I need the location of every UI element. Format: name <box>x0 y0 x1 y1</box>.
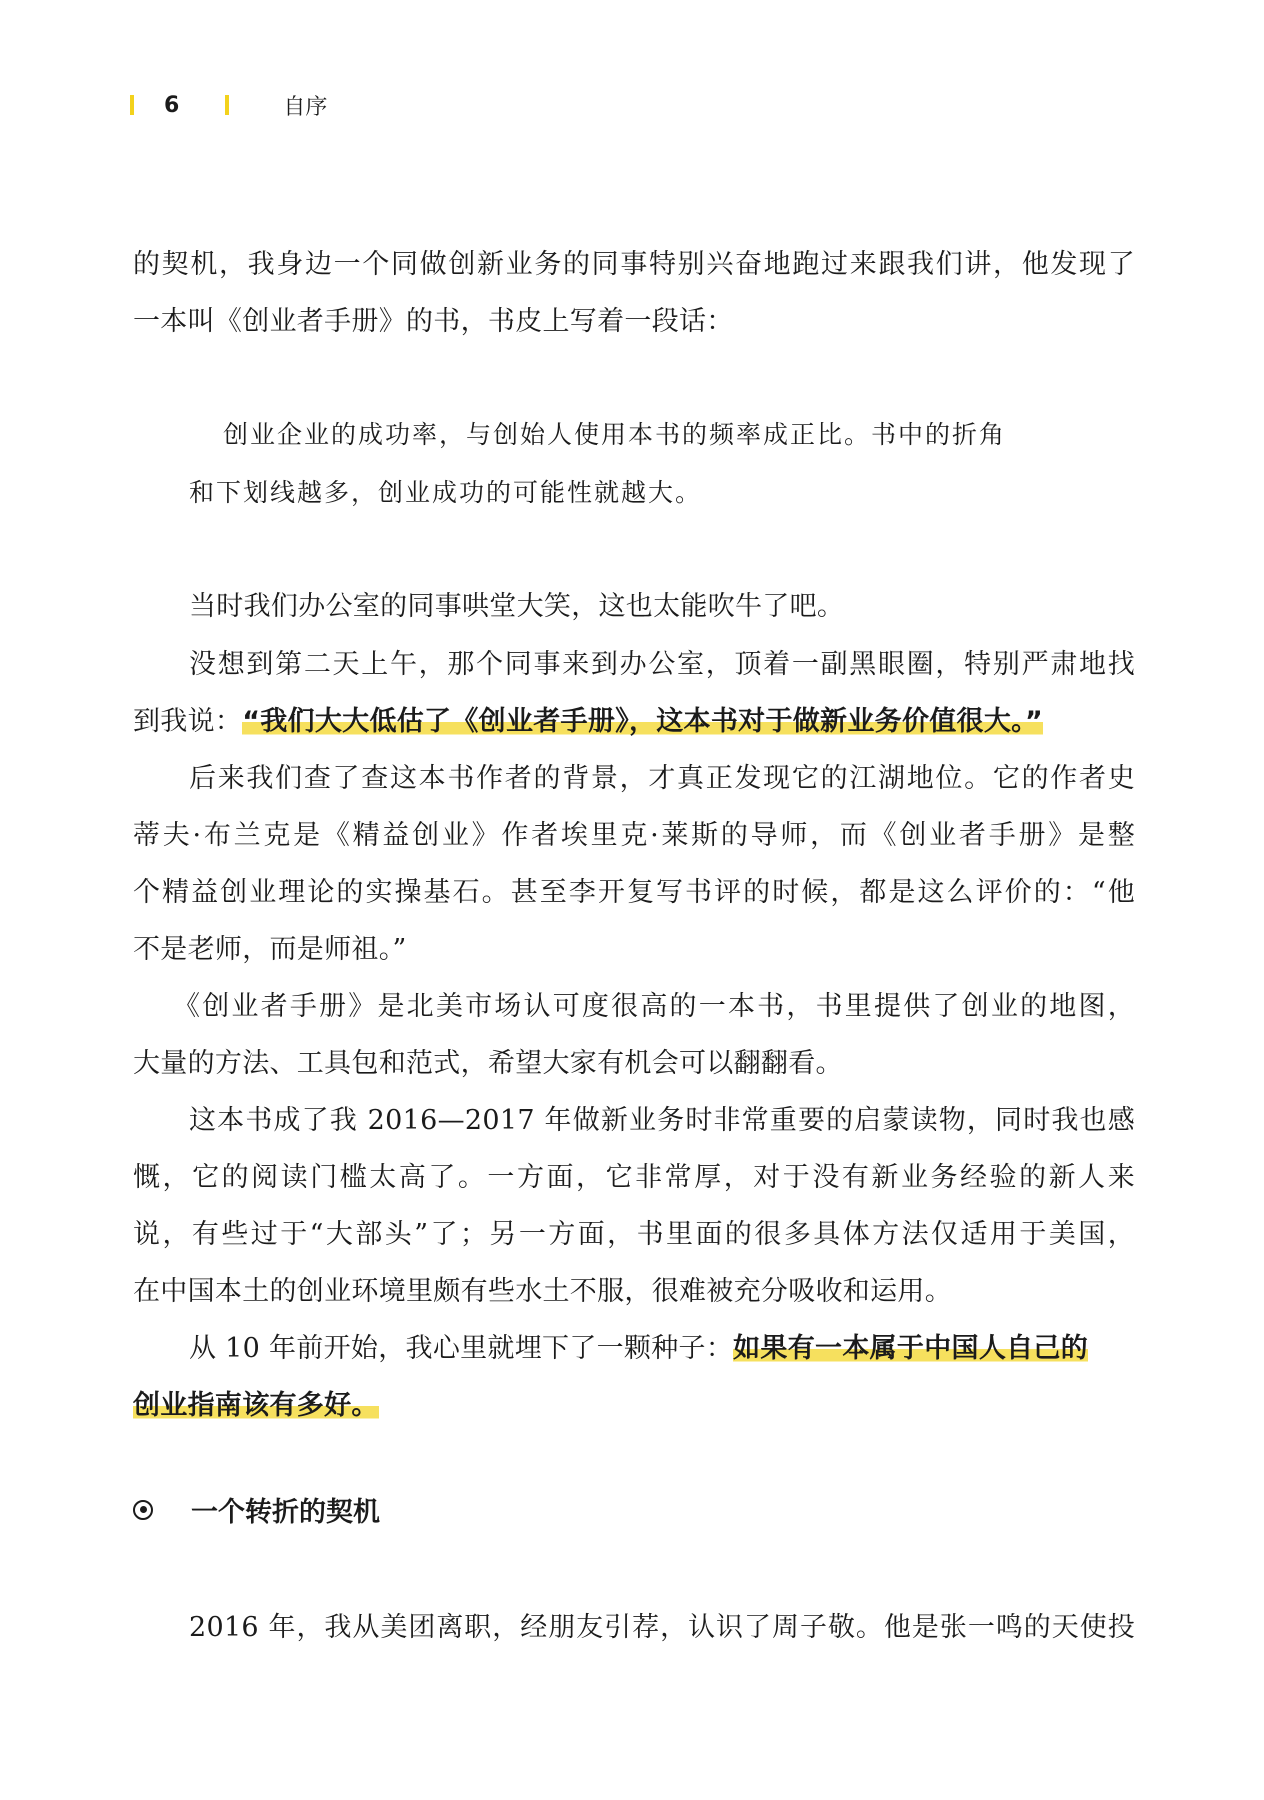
paragraph-line <box>133 702 1043 742</box>
highlighted-text: 创业指南该有多好。 <box>133 1390 379 1421</box>
paragraph-line: 的契机，我身边一个同做创新业务的同事特别兴奋地跑过来跟我们讲，他发现了 <box>133 249 1135 280</box>
section-title: 一个转折的契机 <box>191 1497 380 1528</box>
paragraph-line: 在中国本土的创业环境里颇有些水土不服，很难被充分吸收和运用。 <box>133 1276 952 1307</box>
paragraph-line: 个精益创业理论的实操基石。甚至李开复写书评的时候，都是这么评价的：“他 <box>133 877 1135 908</box>
paragraph-line: 蒂夫·布兰克是《精益创业》作者埃里克·莱斯的导师，而《创业者手册》是整 <box>133 820 1135 851</box>
target-icon <box>133 1500 153 1520</box>
highlighted-text: “我们大大低估了《创业者手册》，这本书对于做新业务价值很大。” <box>242 706 1043 737</box>
book-quote-line: 和下划线越多，创业成功的可能性就越大。 <box>189 478 703 507</box>
paragraph-line: 这本书成了我 2016—2017 年做新业务时非常重要的启蒙读物，同时我也感 <box>189 1105 1135 1136</box>
paragraph-line: 当时我们办公室的同事哄堂大笑，这也太能吹牛了吧。 <box>189 591 845 622</box>
paragraph-line <box>189 1329 1088 1369</box>
paragraph-line: 一本叫《创业者手册》的书，书皮上写着一段话： <box>133 306 734 337</box>
text-run: 到我说： <box>133 706 243 737</box>
paragraph-line: 《创业者手册》是北美市场认可度很高的一本书，书里提供了创业的地图， <box>173 991 1135 1022</box>
paragraph-line: 后来我们查了查这本书作者的背景，才真正发现它的江湖地位。它的作者史 <box>189 763 1135 794</box>
highlighted-text: 如果有一本属于中国人自己的 <box>733 1333 1089 1364</box>
running-header <box>130 90 327 120</box>
header-bar-left <box>130 95 134 115</box>
header-bar-right <box>225 95 229 115</box>
page-number: 6 <box>164 92 180 118</box>
paragraph-line: 大量的方法、工具包和范式，希望大家有机会可以翻翻看。 <box>133 1048 843 1079</box>
text-run: 从 10 年前开始，我心里就埋下了一颗种子： <box>189 1333 734 1364</box>
paragraph-line: 慨，它的阅读门槛太高了。一方面，它非常厚，对于没有新业务经验的新人来 <box>133 1162 1135 1193</box>
book-quote-line: 创业企业的成功率，与创始人使用本书的频率成正比。书中的折角 <box>223 420 1007 449</box>
running-section-title: 自序 <box>283 94 328 120</box>
paragraph-line <box>133 1386 379 1426</box>
section-heading <box>133 1490 380 1529</box>
paragraph-line: 不是老师，而是师祖。” <box>133 934 407 965</box>
paragraph-line: 说，有些过于“大部头”了；另一方面，书里面的很多具体方法仅适用于美国， <box>133 1219 1135 1250</box>
paragraph-line: 2016 年，我从美团离职，经朋友引荐，认识了周子敬。他是张一鸣的天使投 <box>189 1612 1135 1643</box>
paragraph-line: 没想到第二天上午，那个同事来到办公室，顶着一副黑眼圈，特别严肃地找 <box>189 649 1135 680</box>
